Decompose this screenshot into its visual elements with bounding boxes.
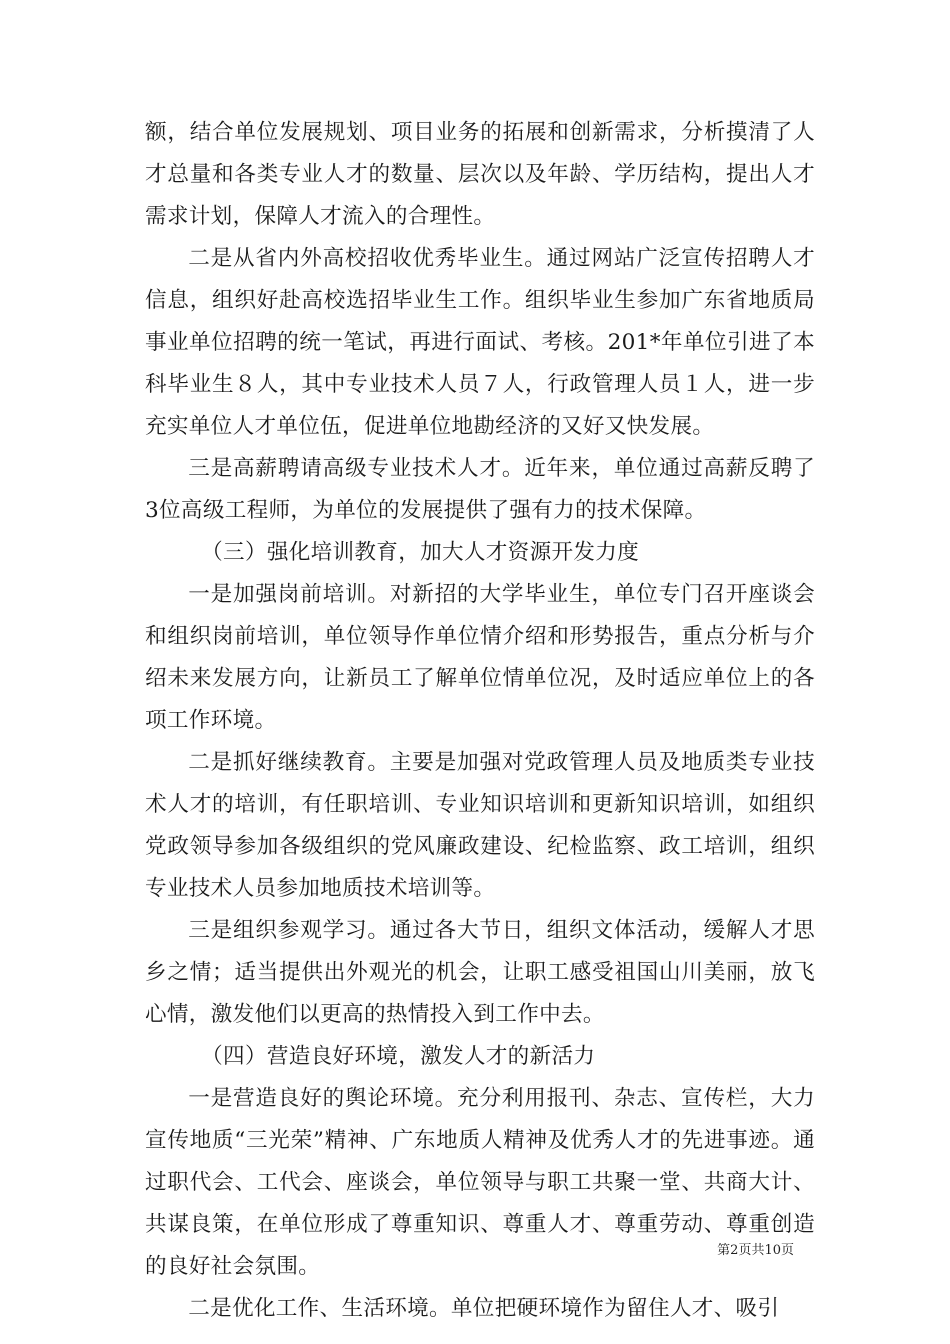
paragraph-pre-job-training: 一是加强岗前培训。对新招的大学毕业生，单位专门召开座谈会和组织岗前培训，单位领导作单位情介绍和形势报告，重点分析与介绍未来发展方向，让新员工了解单位情单位况，及时适应单位上的各项工作环境。: [145, 582, 815, 733]
document-body: [145, 112, 815, 1330]
paragraph-hire-senior-talent: 三是高薪聘请高级专业技术人才。近年来，单位通过高薪反聘了3位高级工程师，为单位的发展提供了强有力的技术保障。: [145, 456, 815, 523]
page-number: 第2页共10页: [717, 1243, 794, 1258]
paragraph-study-visits: 三是组织参观学习。通过各大节日，组织文体活动，缓解人才思乡之情；适当提供出外观光的机会，让职工感受祖国山川美丽，放飞心情，激发他们以更高的热情投入到工作中去。: [145, 918, 815, 1027]
paragraph-continuation: 额，结合单位发展规划、项目业务的拓展和创新需求，分析摸清了人才总量和各类专业人才的数量、层次以及年龄、学历结构，提出人才需求计划，保障人才流入的合理性。: [145, 120, 815, 229]
section-heading-environment: （四）营造良好环境，激发人才的新活力: [201, 1044, 596, 1069]
paragraph-recruit-graduates: 二是从省内外高校招收优秀毕业生。通过网站广泛宣传招聘人才信息，组织好赴高校选招毕业生工作。组织毕业生参加广东省地质局事业单位招聘的统一笔试，再进行面试、考核。201*年单位引进了本科毕业生８人，其中专业技术人员７人，行政管理人员１人，进一步充实单位人才单位伍，促进单位地勘经济的又好又快发展。: [145, 246, 815, 439]
section-heading-training: （三）强化培训教育，加大人才资源开发力度: [201, 540, 640, 565]
paragraph-public-opinion: 一是营造良好的舆论环境。充分利用报刊、杂志、宣传栏，大力宣传地质“三光荣”精神、广东地质人精神及优秀人才的先进事迹。通过职代会、工代会、座谈会，单位领导与职工共聚一堂、共商大计、共谋良策，在单位形成了尊重知识、尊重人才、尊重劳动、尊重创造的良好社会氛围。: [145, 1086, 815, 1279]
paragraph-work-environment: 二是优化工作、生活环境。单位把硬环境作为留住人才、吸引: [188, 1296, 780, 1321]
paragraph-continuing-education: 二是抓好继续教育。主要是加强对党政管理人员及地质类专业技术人才的培训，有任职培训、专业知识培训和更新知识培训，如组织党政领导参加各级组织的党风廉政建设、纪检监察、政工培训，组织专业技术人员参加地质技术培训等。: [145, 750, 815, 901]
